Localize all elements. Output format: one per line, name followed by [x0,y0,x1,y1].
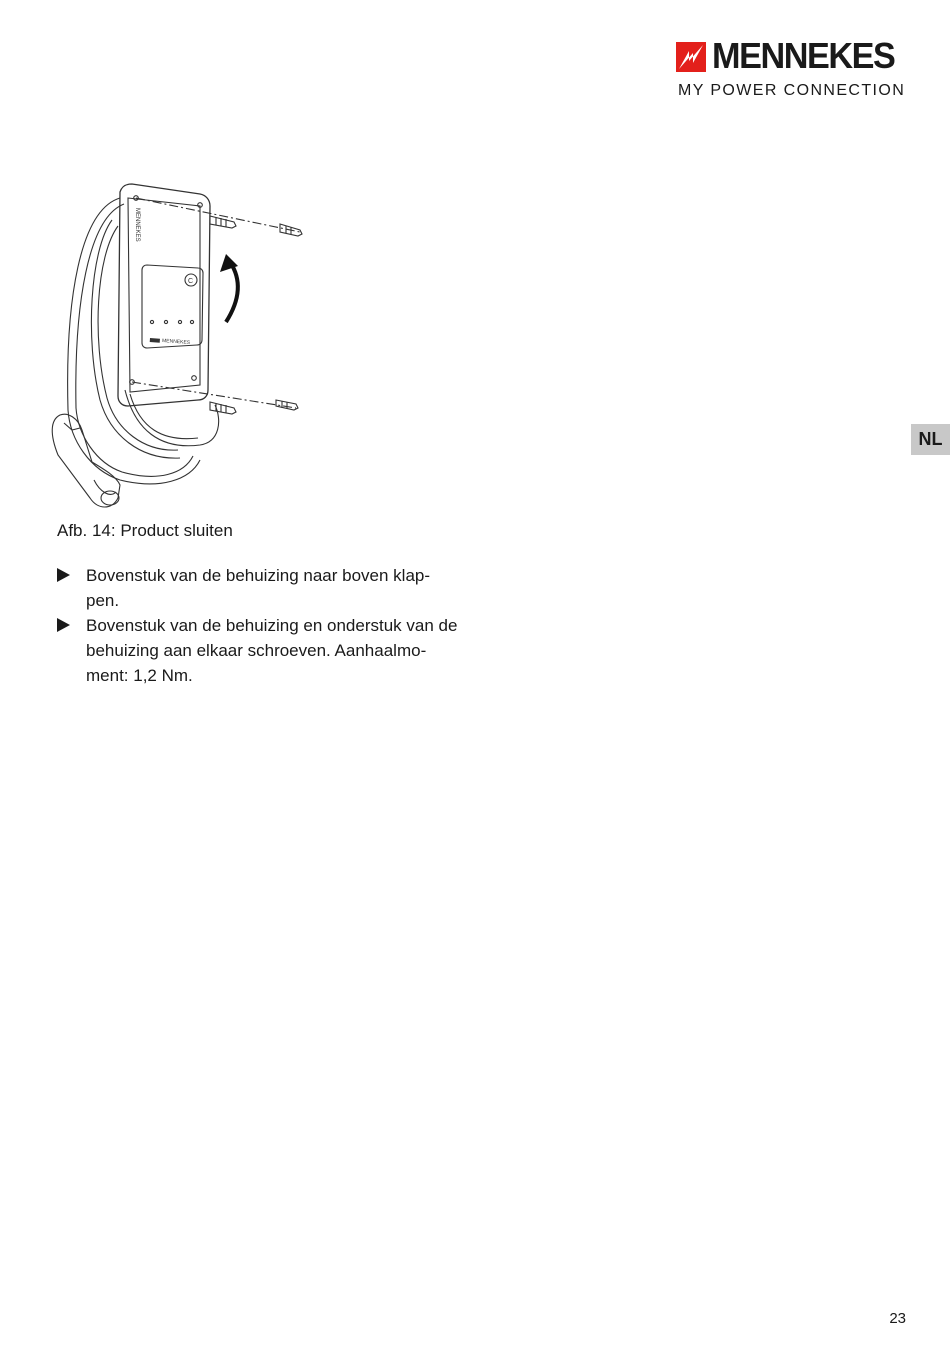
product-illustration [50,180,320,520]
instruction-step-text: Bovenstuk van de behuizing en onderstuk van de behuizing aan elkaar schroeven. Aanhaalmo- ment: 1,2 Nm. [86,616,458,685]
brand-logo [676,35,906,102]
brand-tagline: MY POWER CONNECTION [678,82,906,99]
arrow-right-icon [57,568,70,582]
arrow-right-icon [57,618,70,632]
mennekes-logo-icon [676,42,706,72]
svg-text:MENNEKES: MENNEKES [134,208,140,242]
language-tab: NL [911,424,950,455]
instruction-list [57,563,477,688]
instruction-step-text: Bovenstuk van de behuizing naar boven klap- pen. [86,566,431,610]
brand-name: MENNEKES [712,35,895,76]
instruction-step [57,613,477,688]
instruction-step [57,563,477,613]
device-brand-label: MENNEKES [161,338,191,346]
figure-caption: Afb. 14: Product sluiten [57,521,233,540]
page-number: 23 [889,1310,906,1327]
svg-text:C: C [188,278,194,285]
